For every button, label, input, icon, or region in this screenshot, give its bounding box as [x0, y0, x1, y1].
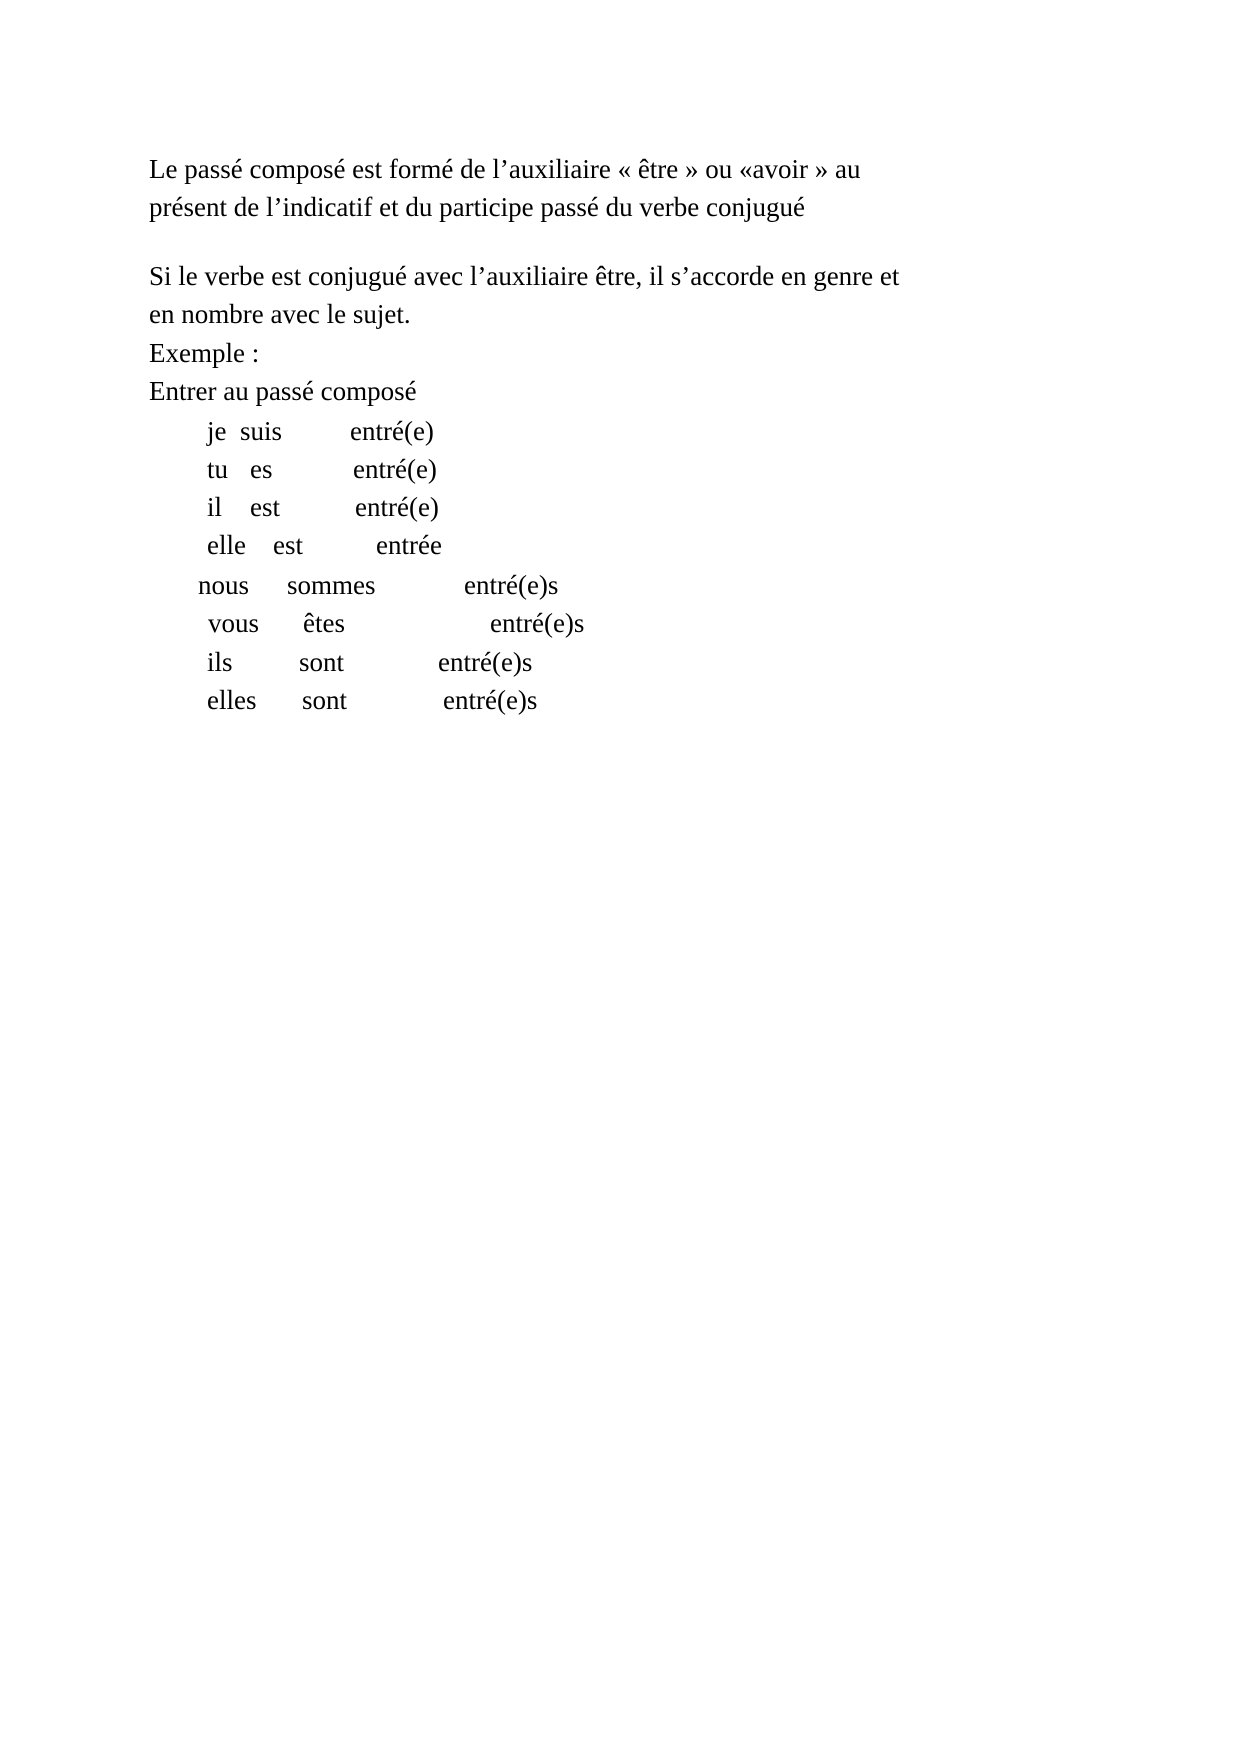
- paragraph2-line2: en nombre avec le sujet.: [149, 299, 411, 329]
- pronoun: tu: [207, 454, 229, 484]
- participle: entré(e)s: [490, 608, 585, 638]
- pronoun: il: [207, 492, 223, 522]
- pronoun: ils: [207, 647, 233, 677]
- example-title: Entrer au passé composé: [149, 376, 417, 406]
- example-label: Exemple :: [149, 338, 260, 368]
- participle: entré(e): [353, 454, 437, 484]
- participle: entrée: [376, 530, 442, 560]
- pronoun: elles: [207, 685, 257, 715]
- pronoun: je: [207, 416, 227, 446]
- auxiliary: sont: [299, 647, 345, 677]
- auxiliary: sommes: [287, 570, 376, 600]
- pronoun: nous: [198, 570, 250, 600]
- paragraph1-line2: présent de l’indicatif et du participe passé du verbe conjugué: [149, 192, 806, 222]
- paragraph1-line1: Le passé composé est formé de l’auxiliaire « être » ou «avoir » au: [149, 154, 861, 184]
- pronoun: elle: [207, 530, 246, 560]
- paragraph2-line1: Si le verbe est conjugué avec l’auxiliaire être, il s’accorde en genre et: [149, 261, 900, 291]
- auxiliary: est: [250, 492, 280, 522]
- participle: entré(e): [355, 492, 439, 522]
- auxiliary: est: [273, 530, 303, 560]
- participle: entré(e)s: [438, 647, 533, 677]
- auxiliary: es: [250, 454, 273, 484]
- auxiliary: sont: [302, 685, 348, 715]
- participle: entré(e): [350, 416, 434, 446]
- participle: entré(e)s: [443, 685, 538, 715]
- auxiliary: êtes: [303, 608, 345, 638]
- pronoun: vous: [208, 608, 260, 638]
- auxiliary: suis: [240, 416, 283, 446]
- participle: entré(e)s: [464, 570, 559, 600]
